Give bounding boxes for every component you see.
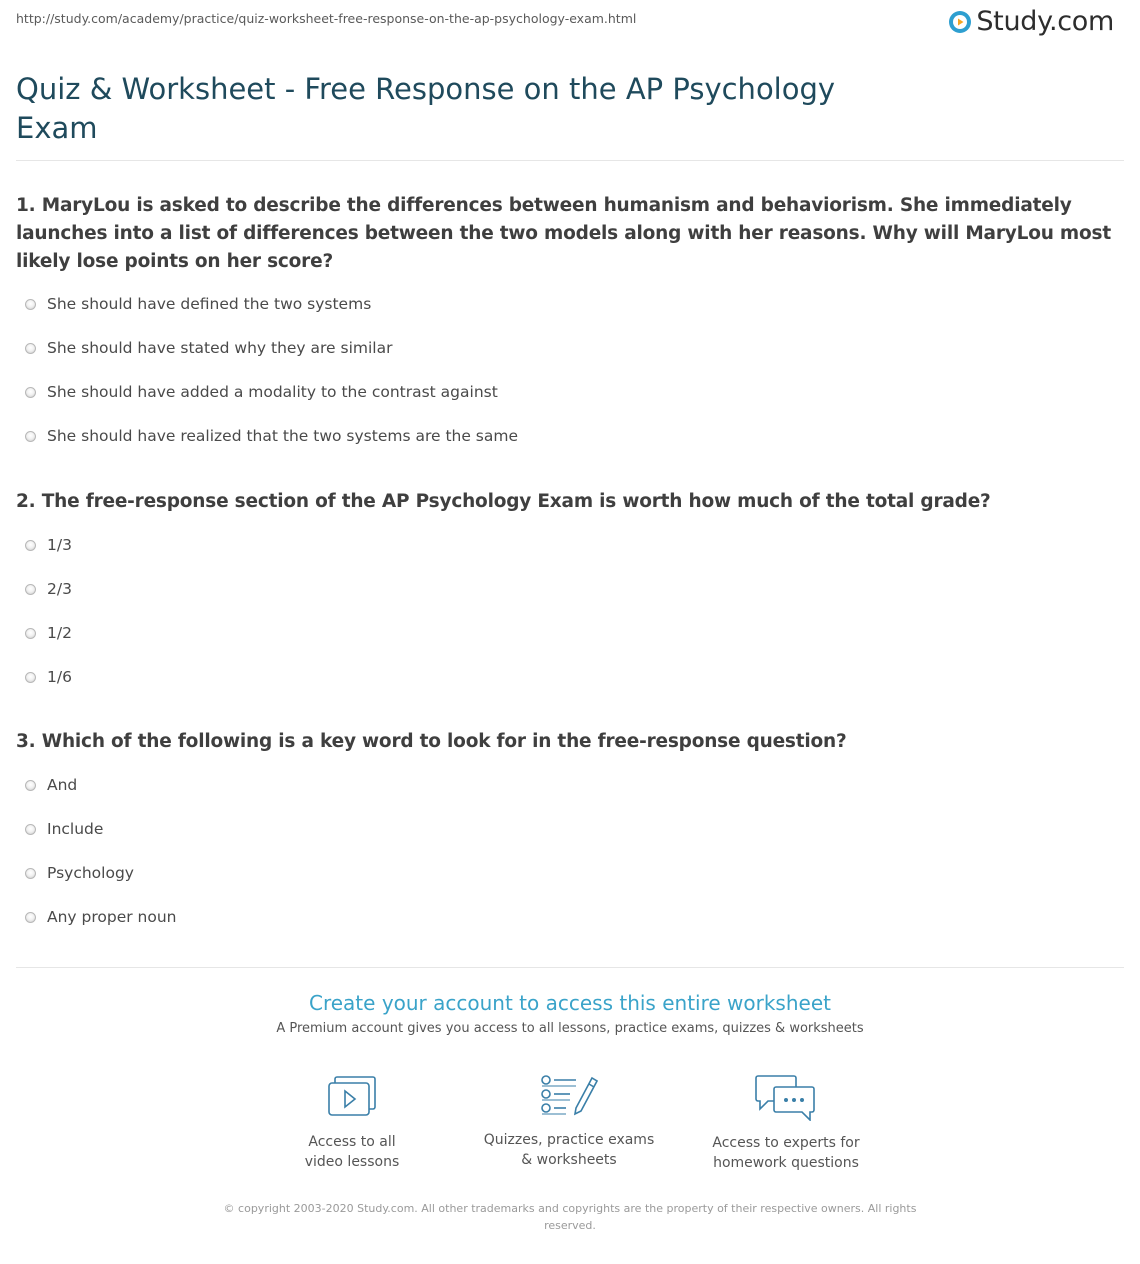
question-text: 3. Which of the following is a key word to look for in the free-response question? <box>16 731 847 752</box>
radio-button[interactable] <box>25 387 36 398</box>
feature-label <box>469 1130 669 1170</box>
radio-button[interactable] <box>25 343 36 354</box>
radio-button[interactable] <box>25 628 36 639</box>
answer-options <box>16 282 1116 458</box>
question-3 <box>16 728 1116 939</box>
answer-options <box>16 523 1116 699</box>
option-label: 2/3 <box>47 580 72 598</box>
cta-divider <box>16 967 1124 968</box>
chat-bubbles-icon <box>754 1073 818 1121</box>
question-1 <box>16 192 1116 458</box>
answer-option[interactable] <box>16 807 1116 851</box>
quiz-checklist-icon <box>540 1074 598 1118</box>
option-label: 1/3 <box>47 536 72 554</box>
radio-button[interactable] <box>25 584 36 595</box>
answer-option[interactable] <box>16 655 1116 699</box>
answer-option[interactable] <box>16 851 1116 895</box>
study-logo[interactable] <box>948 6 1114 37</box>
answer-option[interactable] <box>16 611 1116 655</box>
feature-experts <box>686 1073 886 1173</box>
page-url: http://study.com/academy/practice/quiz-worksheet-free-response-on-the-ap-psychology-exam.html <box>16 11 637 26</box>
answer-options <box>16 763 1116 939</box>
option-label: Any proper noun <box>47 908 177 926</box>
page-title: Quiz & Worksheet - Free Response on the AP Psychology Exam <box>16 72 836 145</box>
question-2 <box>16 488 1116 699</box>
logo-text: Study.com <box>976 6 1114 37</box>
answer-option[interactable] <box>16 282 1116 326</box>
answer-option[interactable] <box>16 523 1116 567</box>
feature-line: Access to all <box>308 1134 396 1150</box>
feature-line: Quizzes, practice exams <box>483 1132 655 1148</box>
question-text: 2. The free-response section of the AP Psychology Exam is worth how much of the total grade? <box>16 491 991 512</box>
answer-option[interactable] <box>16 370 1116 414</box>
feature-line: video lessons <box>304 1154 400 1170</box>
answer-option[interactable] <box>16 414 1116 458</box>
feature-quizzes <box>469 1074 669 1170</box>
radio-button[interactable] <box>25 299 36 310</box>
answer-option[interactable] <box>16 326 1116 370</box>
radio-button[interactable] <box>25 672 36 683</box>
cta-title-link[interactable]: Create your account to access this entire worksheet <box>309 991 831 1015</box>
radio-button[interactable] <box>25 912 36 923</box>
question-text: 1. MaryLou is asked to describe the differences between humanism and behaviorism. She immediately launches into a list of differences between the two models along with her reasons. Why will MaryLou most likely lose points on her score? <box>16 195 1111 272</box>
cta-subtitle: A Premium account gives you access to all lessons, practice exams, quizzes & worksheets <box>276 1021 864 1036</box>
feature-label <box>252 1132 452 1172</box>
option-label: Psychology <box>47 864 134 882</box>
title-divider <box>16 160 1124 161</box>
radio-button[interactable] <box>25 780 36 791</box>
video-lessons-icon <box>326 1074 378 1120</box>
feature-video-lessons <box>252 1074 452 1172</box>
answer-option[interactable] <box>16 567 1116 611</box>
feature-line: & worksheets <box>521 1152 617 1168</box>
answer-option[interactable] <box>16 895 1116 939</box>
option-label: She should have realized that the two systems are the same <box>47 427 519 445</box>
feature-line: homework questions <box>713 1155 859 1171</box>
signup-cta <box>0 991 1140 1036</box>
radio-button[interactable] <box>25 540 36 551</box>
radio-button[interactable] <box>25 431 36 442</box>
option-label: She should have added a modality to the contrast against <box>47 383 498 401</box>
copyright-notice: © copyright 2003-2020 Study.com. All other trademarks and copyrights are the property of their respective owners. All rights reserved. <box>223 1202 917 1232</box>
option-label: Include <box>47 820 104 838</box>
option-label: And <box>47 776 78 794</box>
feature-label <box>686 1133 886 1173</box>
option-label: 1/6 <box>47 668 72 686</box>
play-circle-icon <box>948 10 972 34</box>
radio-button[interactable] <box>25 868 36 879</box>
option-label: 1/2 <box>47 624 72 642</box>
option-label: She should have stated why they are similar <box>47 339 393 357</box>
answer-option[interactable] <box>16 763 1116 807</box>
option-label: She should have defined the two systems <box>47 295 372 313</box>
feature-line: Access to experts for <box>712 1135 860 1151</box>
radio-button[interactable] <box>25 824 36 835</box>
